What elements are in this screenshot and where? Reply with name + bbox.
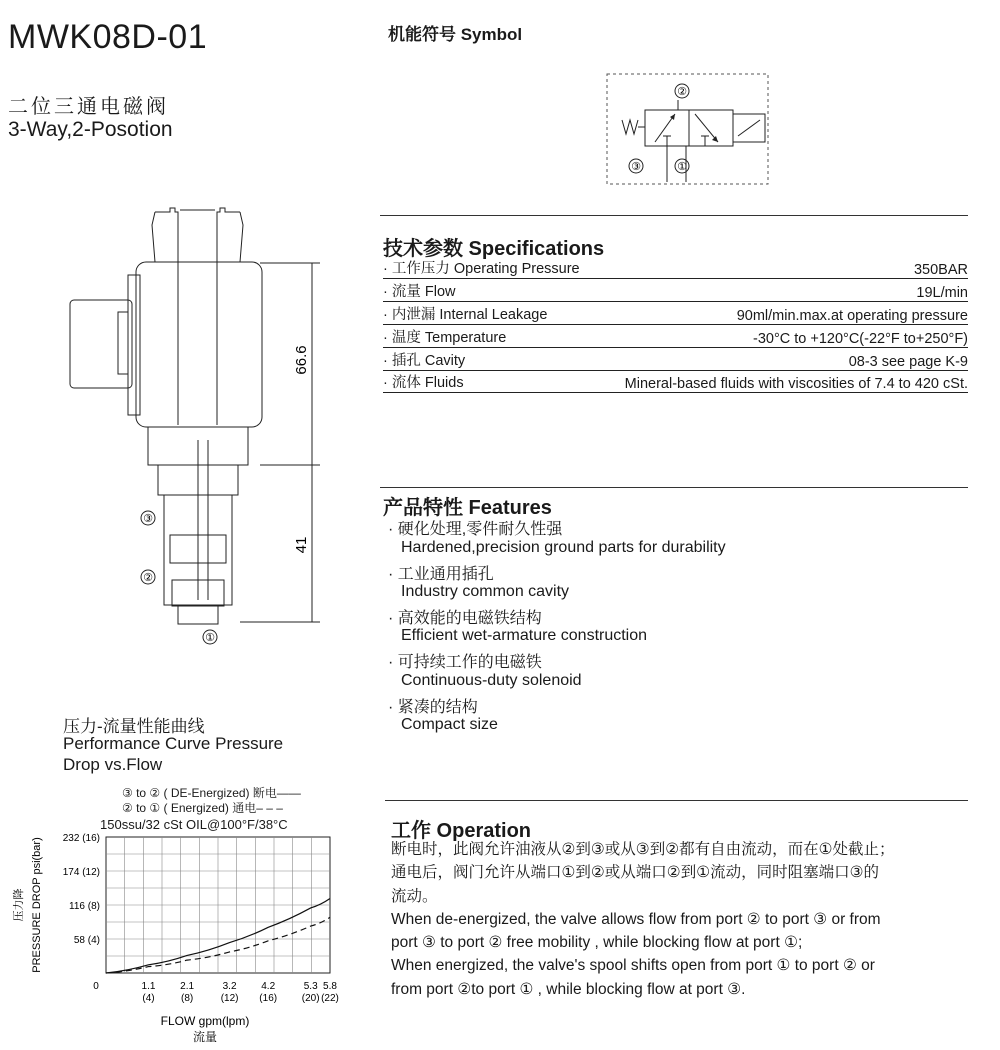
operation-line: port ③ to port ② free mobility , while blocking flow at port ①;	[391, 934, 803, 952]
operation-title: 工作 Operation	[391, 820, 532, 842]
model-number: MWK08D-01	[8, 18, 208, 56]
symbol-port-right: ①	[677, 161, 687, 173]
connector-box	[70, 300, 132, 388]
operation-line: 通电后，阀门允许从端口①到②或从端口②到①流动，同时阻塞端口③的	[391, 864, 879, 882]
features-title: 产品特性 Features	[383, 497, 552, 519]
x-tick-sublabel: (16)	[259, 993, 278, 1004]
spring-icon	[622, 120, 638, 134]
feature-cn: · 硬化处理,零件耐久性强	[388, 521, 563, 538]
y-tick-label: 58 (4)	[73, 935, 100, 946]
x-tick-sublabel: (20)	[301, 993, 320, 1004]
y-tick-label: 116 (8)	[69, 901, 100, 912]
operation-divider	[385, 800, 968, 801]
x-axis-label-en: FLOW gpm(lpm)	[160, 1014, 250, 1028]
x-tick-sublabel: (4)	[142, 993, 155, 1004]
feature-cn: · 高效能的电磁铁结构	[388, 610, 542, 627]
port-1-label: ①	[205, 632, 215, 644]
curve-title-en-1: Performance Curve Pressure	[63, 734, 284, 753]
oil-note: 150ssu/32 cSt OIL@100°F/38°C	[100, 817, 288, 832]
y-axis-label-cn: 压力降	[13, 888, 25, 922]
coil-body	[136, 262, 262, 427]
dimension-upper: 66.6	[293, 345, 310, 375]
feature-cn: · 紧凑的结构	[388, 699, 478, 716]
spec-value: 08-3 see page K-9	[848, 354, 968, 370]
spec-row	[383, 279, 968, 302]
x-tick-sublabel: (8)	[180, 993, 194, 1004]
x-tick-label: 4.2	[261, 981, 276, 992]
symbol-port-left: ③	[631, 161, 641, 173]
port-2-label: ②	[143, 572, 153, 584]
y-tick-label: 174 (12)	[62, 867, 100, 878]
spec-label: · 工作压力 Operating Pressure	[383, 261, 580, 277]
operation-line: from port ②to port ① , while blocking flow at port ③.	[391, 980, 746, 998]
spec-value: 90ml/min.max.at operating pressure	[736, 308, 968, 324]
feature-en: Continuous-duty solenoid	[401, 672, 582, 689]
operation-line: 流动。	[391, 887, 438, 905]
spec-value: -30°C to +120°C(-22°F to+250°F)	[752, 331, 968, 347]
feature-en: Compact size	[401, 716, 498, 733]
spec-label: · 温度 Temperature	[383, 330, 507, 346]
performance-chart	[0, 825, 370, 1050]
x-axis-label-cn: 流量	[192, 1030, 218, 1044]
spec-row	[383, 256, 968, 279]
spec-row	[383, 348, 968, 371]
valve-symbol	[600, 70, 775, 188]
x-tick-sublabel: (12)	[220, 993, 239, 1004]
legend-energized: ② to ① ( Energized) 通电– – –	[122, 801, 283, 815]
spec-row	[383, 325, 968, 348]
y-axis-label-en: PRESSURE DROP psi(bar)	[31, 837, 43, 973]
features-divider	[380, 487, 968, 488]
symbol-title: 机能符号 Symbol	[388, 25, 523, 44]
valve-drawing	[60, 200, 330, 650]
curve-title-en-2: Drop vs.Flow	[63, 755, 163, 774]
feature-cn: · 工业通用插孔	[388, 566, 494, 583]
spec-title: 技术参数 Specifications	[383, 238, 605, 260]
x-tick-label: 1.1	[141, 981, 156, 992]
spec-divider	[380, 215, 968, 216]
legend-de-energized: ③ to ② ( DE-Energized) 断电——	[122, 786, 301, 800]
operation-line: When de-energized, the valve allows flow from port ② to port ③ or from	[391, 910, 881, 928]
dimension-lower: 41	[293, 536, 310, 554]
x-tick-sublabel: (22)	[321, 993, 339, 1004]
port-3-label: ③	[143, 513, 153, 525]
x-tick-label: 5.8	[323, 981, 337, 992]
spec-label: · 内泄漏 Internal Leakage	[383, 307, 548, 323]
subtitle-en: 3-Way,2-Posotion	[8, 118, 173, 141]
x-tick-label: 3.2	[222, 981, 237, 992]
operation-line: When energized, the valve's spool shifts open from port ① to port ② or	[391, 957, 875, 975]
feature-en: Efficient wet-armature construction	[401, 627, 648, 644]
symbol-port-top: ②	[677, 86, 687, 98]
spec-label: · 插孔 Cavity	[383, 353, 466, 369]
x-tick-label: 2.1	[180, 981, 195, 992]
subtitle-cn: 二位三通电磁阀	[8, 96, 169, 118]
feature-cn: · 可持续工作的电磁铁	[388, 654, 542, 671]
spec-value: 19L/min	[916, 285, 968, 301]
spec-label: · 流量 Flow	[383, 284, 456, 300]
x-tick-label: 0	[93, 981, 99, 992]
spec-value: Mineral-based fluids with viscosities of 7.4 to 420 cSt.	[624, 376, 968, 392]
spec-value: 350BAR	[913, 262, 968, 278]
operation-line: 断电时，此阀允许油液从②到③或从③到②都有自由流动，而在①处截止；	[391, 841, 895, 858]
spec-row	[383, 370, 968, 393]
feature-en: Industry common cavity	[401, 583, 570, 600]
operation-text	[391, 838, 991, 1001]
y-tick-label: 232 (16)	[62, 833, 100, 844]
x-tick-label: 5.3	[303, 981, 318, 992]
spec-row	[383, 302, 968, 325]
curve-title-cn: 压力-流量性能曲线	[63, 717, 205, 736]
feature-en: Hardened,precision ground parts for durability	[401, 539, 726, 556]
spec-label: · 流体 Fluids	[383, 375, 464, 391]
